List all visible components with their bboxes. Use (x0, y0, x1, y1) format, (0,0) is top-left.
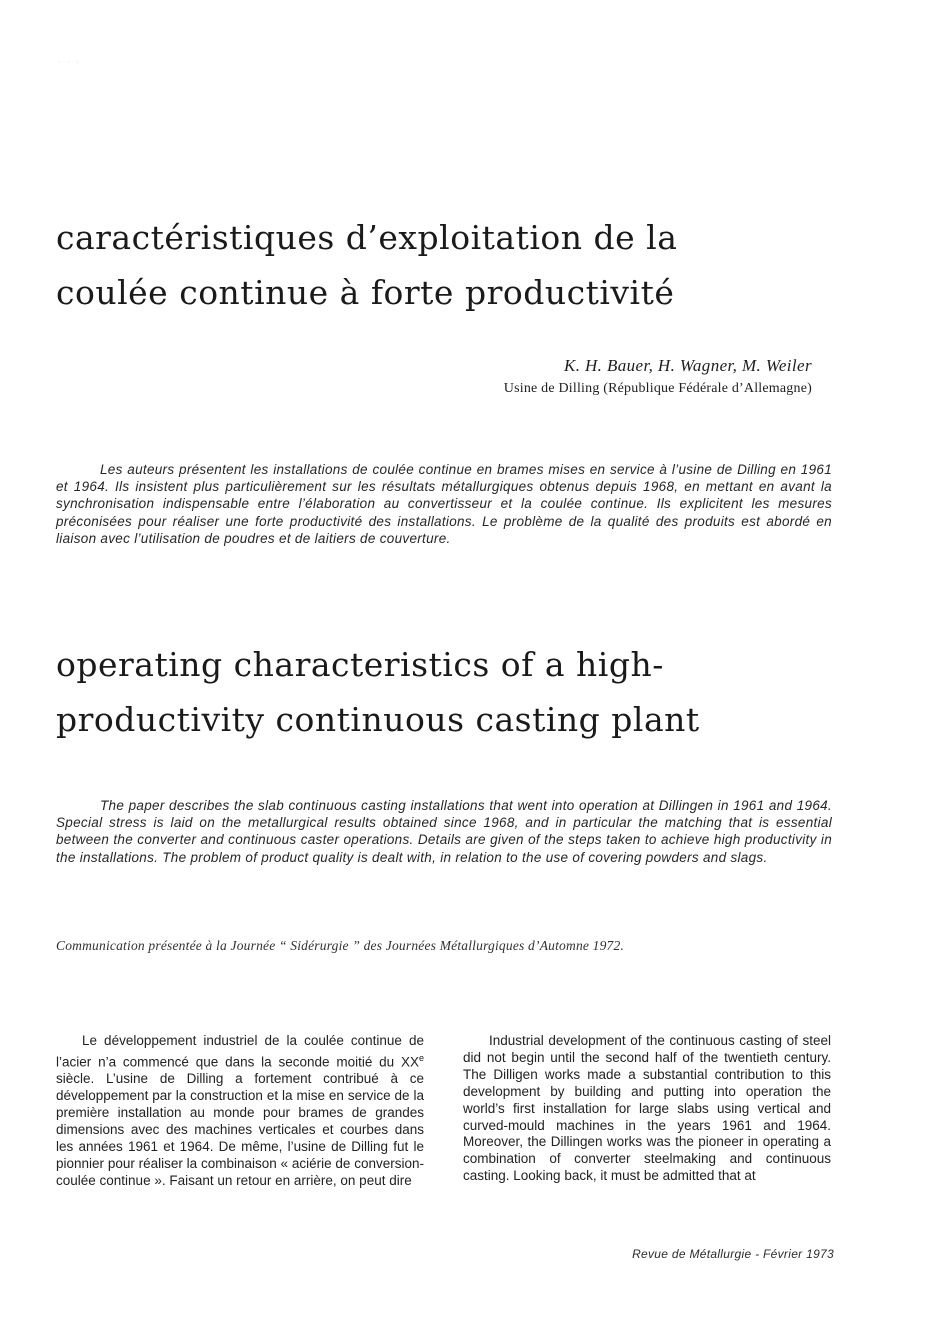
author-affiliation: Usine de Dilling (République Fédérale d’Allemagne) (503, 381, 812, 396)
french-body-text-end: siècle. L’usine de Dilling a fortement contribué à ce développement par la construction et la mise en service de la première installation au monde pour brames de grandes dimensions avec des machines verticales et courbes dans les années 1961 et 1964. De même, l’usine de Dilling fut le pionnier pour réaliser la combinaison « aciérie de conversion-coulée continue ». Faisant un retour en arrière, on peut dire (56, 1071, 424, 1188)
french-body-superscript: e (418, 1052, 424, 1063)
english-title (56, 637, 856, 747)
english-body-column: Industrial development of the continuous casting of steel did not begin until the second half of the twentieth century. The Dilligen works made a substantial contribution to this development by building and putting into operation the world’s first installation for large slabs using vertical and curved-mould machines in the years 1961 and 1964. Moreover, the Dillingen works was the pioneer in operating a combination of converter steelmaking and continuous casting. Looking back, it must be admitted that at (463, 1033, 831, 1184)
french-title-line-1: caractéristiques d’exploitation de la (56, 218, 678, 257)
english-abstract: The paper describes the slab continuous casting installations that went into operation at Dillingen in 1961 and 1964. Special stress is laid on the metallurgical results obtained since 1968, and in particular the matching that is essential between the converter and continuous caster operations. Details are given of the steps taken to achieve high productivity in the installations. The problem of product quality is dealt with, in relation to the use of covering powders and slags. (56, 798, 832, 865)
french-abstract: Les auteurs présentent les installations de coulée continue en brames mises en service à l’usine de Dilling en 1961 et 1964. Ils insistent plus particulièrement sur les résultats métallurgiques obtenus depuis 1968, en mettant en avant la synchronisation indispensable entre l’élaboration au convertisseur et la coulée continue. Ils explicitent les mesures préconisées pour réaliser une forte productivité des installations. Le problème de la qualité des produits est abordé en liaison avec l’utilisation de poudres et de laitiers de couverture. (56, 462, 832, 546)
french-title-line-2: coulée continue à forte productivité (56, 273, 675, 312)
journal-footer: Revue de Métallurgie - Février 1973 (632, 1247, 834, 1261)
author-block (504, 355, 812, 399)
french-title (56, 210, 856, 320)
author-names: K. H. Bauer, H. Wagner, M. Weiler (563, 356, 812, 375)
french-body-text-start: Le développement industriel de la coulée continue de l’acier n’a commencé que dans la seconde moitié du XX (56, 1033, 424, 1070)
french-body-column (56, 1033, 424, 1190)
english-title-line-2: productivity continuous casting plant (56, 700, 700, 739)
communication-note: Communication présentée à la Journée “ Sidérurgie ” des Journées Métallurgiques d’Automne 1972. (56, 938, 625, 953)
scan-mark: · · · (58, 58, 81, 67)
english-title-line-1: operating characteristics of a high- (56, 645, 664, 684)
